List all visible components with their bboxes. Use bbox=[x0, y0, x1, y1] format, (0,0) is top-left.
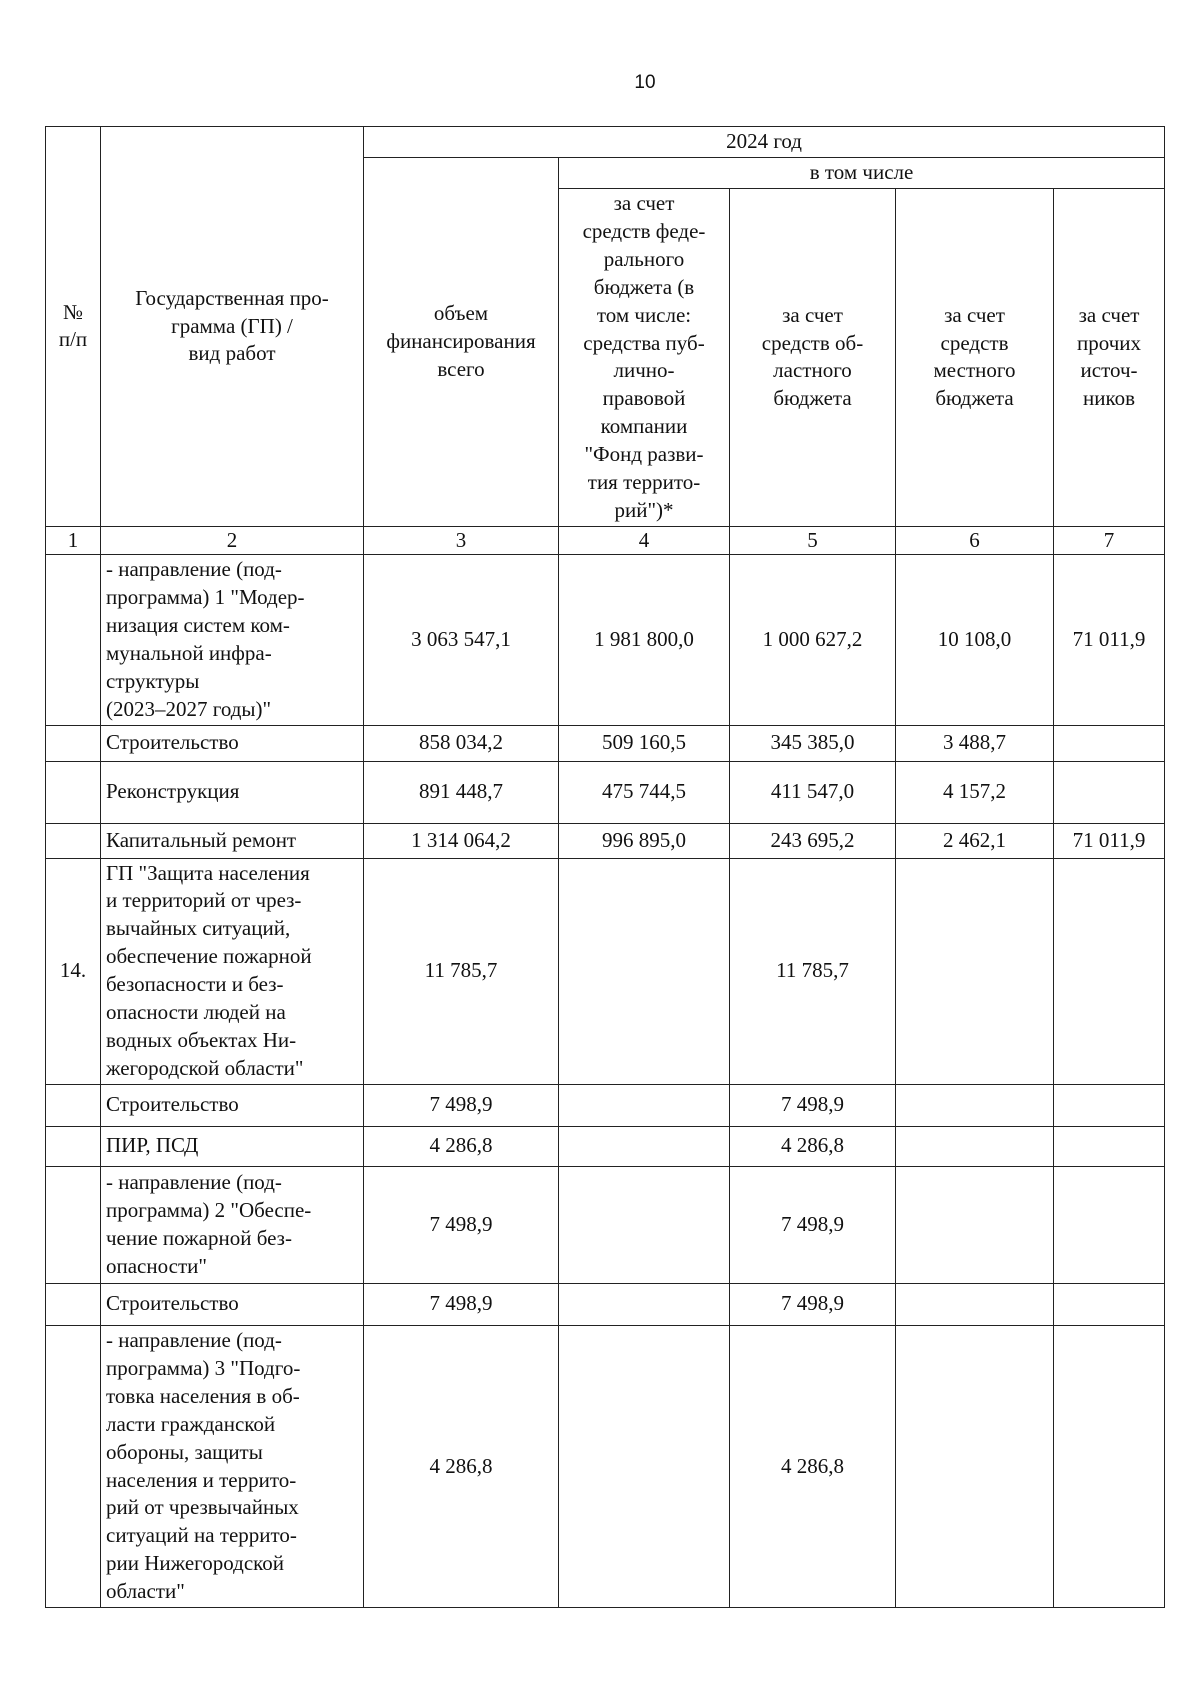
table-row bbox=[46, 1126, 1165, 1166]
row-no bbox=[46, 761, 101, 823]
row-federal bbox=[559, 1325, 730, 1607]
row-regional: 243 695,2 bbox=[730, 823, 896, 858]
funding-table bbox=[45, 126, 1165, 1608]
column-number: 7 bbox=[1054, 526, 1165, 554]
row-other: 71 011,9 bbox=[1054, 554, 1165, 725]
row-federal: 475 744,5 bbox=[559, 761, 730, 823]
row-regional: 11 785,7 bbox=[730, 858, 896, 1084]
table-row bbox=[46, 554, 1165, 725]
table-row bbox=[46, 1325, 1165, 1607]
row-no bbox=[46, 1084, 101, 1126]
row-other bbox=[1054, 725, 1165, 761]
table-row bbox=[46, 858, 1165, 1084]
row-regional: 411 547,0 bbox=[730, 761, 896, 823]
row-no bbox=[46, 554, 101, 725]
row-other bbox=[1054, 1166, 1165, 1283]
row-regional: 7 498,9 bbox=[730, 1084, 896, 1126]
row-name: Строительство bbox=[101, 1084, 364, 1126]
row-total: 4 286,8 bbox=[364, 1126, 559, 1166]
row-regional: 1 000 627,2 bbox=[730, 554, 896, 725]
row-other bbox=[1054, 858, 1165, 1084]
row-federal bbox=[559, 858, 730, 1084]
table-row bbox=[46, 1283, 1165, 1325]
row-name: Строительство bbox=[101, 1283, 364, 1325]
row-federal: 1 981 800,0 bbox=[559, 554, 730, 725]
row-federal: 996 895,0 bbox=[559, 823, 730, 858]
row-no bbox=[46, 725, 101, 761]
row-local bbox=[896, 1325, 1054, 1607]
row-other bbox=[1054, 761, 1165, 823]
row-regional: 7 498,9 bbox=[730, 1166, 896, 1283]
table-row bbox=[46, 823, 1165, 858]
table-row bbox=[46, 761, 1165, 823]
row-other bbox=[1054, 1283, 1165, 1325]
row-regional: 7 498,9 bbox=[730, 1283, 896, 1325]
page-number: 10 bbox=[634, 72, 656, 93]
header-year: 2024 год bbox=[364, 127, 1165, 158]
row-federal bbox=[559, 1084, 730, 1126]
row-total: 7 498,9 bbox=[364, 1283, 559, 1325]
row-regional: 4 286,8 bbox=[730, 1325, 896, 1607]
row-total: 11 785,7 bbox=[364, 858, 559, 1084]
header-federal: за счет средств феде- рального бюджета (в том числе: средства пуб- лично- правовой компании "Фонд разви- тия террито- рий")* bbox=[559, 188, 730, 526]
row-name: Капитальный ремонт bbox=[101, 823, 364, 858]
row-name: - направление (под- программа) 3 "Подго- товка населения в об- ласти гражданской обороны, защиты населения и террито- рий от чрезвычайных ситуаций на террито- рии Нижегородской области" bbox=[101, 1325, 364, 1607]
row-name: ГП "Защита населения и территорий от чрез- вычайных ситуаций, обеспечение пожарной безопасности и без- опасности людей на водных объектах Ни- жегородской области" bbox=[101, 858, 364, 1084]
row-local bbox=[896, 1166, 1054, 1283]
row-local bbox=[896, 858, 1054, 1084]
row-regional: 345 385,0 bbox=[730, 725, 896, 761]
row-local: 3 488,7 bbox=[896, 725, 1054, 761]
row-no bbox=[46, 1126, 101, 1166]
table-row bbox=[46, 1166, 1165, 1283]
header-including: в том числе bbox=[559, 158, 1165, 189]
row-total: 891 448,7 bbox=[364, 761, 559, 823]
row-name: Реконструкция bbox=[101, 761, 364, 823]
row-no bbox=[46, 1325, 101, 1607]
column-number: 2 bbox=[101, 526, 364, 554]
row-name: - направление (под- программа) 1 "Модер- низация систем ком- мунальной инфра- структуры (2023–2027 годы)" bbox=[101, 554, 364, 725]
row-no bbox=[46, 823, 101, 858]
row-other bbox=[1054, 1325, 1165, 1607]
header-program: Государственная про- грамма (ГП) / вид работ bbox=[101, 127, 364, 527]
row-total: 1 314 064,2 bbox=[364, 823, 559, 858]
row-regional: 4 286,8 bbox=[730, 1126, 896, 1166]
header-total: объем финансирования всего bbox=[364, 158, 559, 527]
row-total: 4 286,8 bbox=[364, 1325, 559, 1607]
row-no bbox=[46, 1283, 101, 1325]
row-name: - направление (под- программа) 2 "Обеспе- чение пожарной без- опасности" bbox=[101, 1166, 364, 1283]
row-name: ПИР, ПСД bbox=[101, 1126, 364, 1166]
table-row bbox=[46, 1084, 1165, 1126]
row-other bbox=[1054, 1084, 1165, 1126]
row-local bbox=[896, 1126, 1054, 1166]
row-federal: 509 160,5 bbox=[559, 725, 730, 761]
row-local: 2 462,1 bbox=[896, 823, 1054, 858]
row-no bbox=[46, 1166, 101, 1283]
column-number: 6 bbox=[896, 526, 1054, 554]
header-local: за счет средств местного бюджета bbox=[896, 188, 1054, 526]
row-other bbox=[1054, 1126, 1165, 1166]
row-total: 7 498,9 bbox=[364, 1166, 559, 1283]
column-number: 5 bbox=[730, 526, 896, 554]
row-local: 4 157,2 bbox=[896, 761, 1054, 823]
column-number: 1 bbox=[46, 526, 101, 554]
header-no: № п/п bbox=[46, 127, 101, 527]
row-total: 7 498,9 bbox=[364, 1084, 559, 1126]
column-number: 3 bbox=[364, 526, 559, 554]
row-local bbox=[896, 1283, 1054, 1325]
row-total: 3 063 547,1 bbox=[364, 554, 559, 725]
header-regional: за счет средств об- ластного бюджета bbox=[730, 188, 896, 526]
row-federal bbox=[559, 1283, 730, 1325]
row-local bbox=[896, 1084, 1054, 1126]
row-total: 858 034,2 bbox=[364, 725, 559, 761]
row-name: Строительство bbox=[101, 725, 364, 761]
column-number-row bbox=[46, 526, 1165, 554]
row-federal bbox=[559, 1166, 730, 1283]
header-other: за счет прочих источ- ников bbox=[1054, 188, 1165, 526]
row-other: 71 011,9 bbox=[1054, 823, 1165, 858]
row-local: 10 108,0 bbox=[896, 554, 1054, 725]
column-number: 4 bbox=[559, 526, 730, 554]
row-no: 14. bbox=[46, 858, 101, 1084]
table-row bbox=[46, 725, 1165, 761]
row-federal bbox=[559, 1126, 730, 1166]
